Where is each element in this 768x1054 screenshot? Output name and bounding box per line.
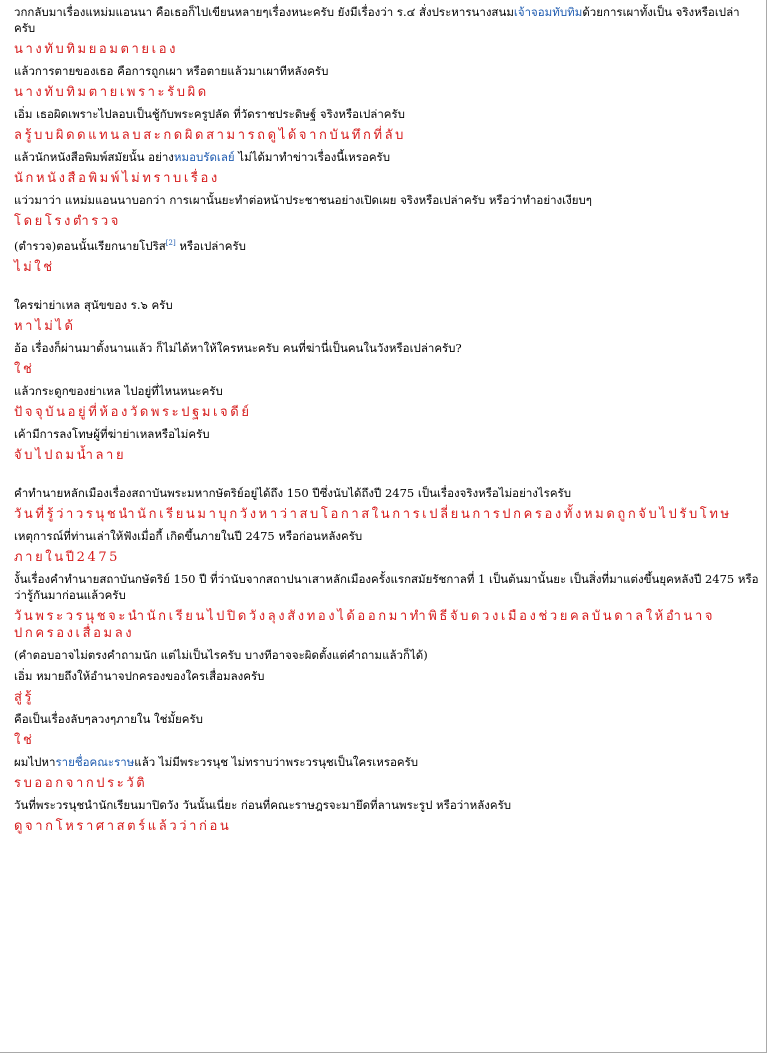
question-line <box>14 383 760 399</box>
question-line <box>14 571 760 603</box>
text-segment: ผมไปหา <box>14 754 56 769</box>
question-line <box>14 647 760 663</box>
text-segment: ลรู้บบผิดดแทนลบสะกดผิดสามารถดูได้จากบันทึกที่ลับ <box>14 128 407 143</box>
question-line <box>14 668 760 684</box>
answer-line <box>14 506 760 523</box>
text-segment: วันที่พระวรนุชนำนักเรียนมาปิดวัง วันนั้นเนี่ยะ ก่อนที่คณะราษฎรจะมายึดที่ลานพระรูป หรือว่าหลังครับ <box>14 797 512 812</box>
text-segment: หาไม่ได้ <box>14 318 76 334</box>
text-segment: ดูจากโหราศาสตร์แล้วว่าก่อน <box>14 818 232 834</box>
text-segment: นักหนังสือพิมพ์ไม่ทราบเรื่อง <box>14 171 220 186</box>
question-line <box>14 192 760 208</box>
hyperlink[interactable]: หมอบรัดเลย์ <box>173 150 235 164</box>
text-segment: หรือเปล่าครับ <box>175 238 246 253</box>
text-segment: อ้อ เรื่องก็ผ่านมาตั้งนานแล้ว ก็ไม่ได้หาให้ใครหนะครับ คนที่ฆ่านี่เป็นคนในวังหรือเปล่าครับ? <box>14 340 462 355</box>
text-segment: ใช่ <box>14 361 35 377</box>
question-line <box>14 528 760 544</box>
text-segment: แล้ว ไม่มีพระวรนุช ไม่ทราบว่าพระวรนุชเป็นใครเหรอครับ <box>134 754 419 769</box>
text-segment: (ตำรวจ)ตอนนั้นเรียกนายโปริส <box>14 238 166 253</box>
answer-line <box>14 608 760 642</box>
text-segment: เหตุการณ์ที่ท่านเล่าให้ฟังเมื่อกี้ เกิดขึ้นภายในปี 2475 หรือก่อนหลังครับ <box>14 528 363 543</box>
answer-line <box>14 818 760 835</box>
text-segment: (คำตอบอาจไม่ตรงคำถามนัก แต่ไม่เป็นไรครับ บางทีอาจจะผิดตั้งแต่คำถามแล้วก็ได้) <box>14 647 428 662</box>
answer-line <box>14 361 760 378</box>
text-segment: แล้วการตายของเธอ คือการถูกเผา หรือตายแล้วมาเผาทีหลังครับ <box>14 64 329 78</box>
text-segment: วกกลับมาเรื่องแหม่มแอนนา คือเธอก็ไปเขียนหลายๆเรื่องหนะครับ ยังมีเรื่องว่า ร.๔ สั่งประหารนางสนม <box>14 5 514 19</box>
question-line <box>14 711 760 727</box>
question-line <box>14 797 760 813</box>
text-segment: ไม่ใช่ <box>14 259 55 275</box>
answer-line <box>14 84 760 101</box>
answer-line <box>14 549 760 566</box>
paragraph-gap <box>14 469 760 485</box>
text-segment: ใครฆ่าย่าเหล สุนัขของ ร.๖ ครับ <box>14 297 173 312</box>
answer-line <box>14 732 760 749</box>
text-segment: แล้วนักหนังสือพิมพ์สมัยนั้น อย่าง <box>14 150 174 164</box>
question-line <box>14 235 760 254</box>
question-line <box>14 149 760 165</box>
text-segment: สู่รู้ <box>14 689 35 705</box>
paragraph-gap <box>14 281 760 297</box>
answer-line <box>14 689 760 706</box>
text-segment: คำทำนายหลักเมืองเรื่องสถาบันพระมหากษัตริย์อยู่ได้ถึง 150 ปีซึ่งนับได้ถึงปี 2475 เป็นเรื่องจริงหรือไม่อย่างไรครับ <box>14 485 572 500</box>
question-line <box>14 340 760 356</box>
qa-transcript <box>14 4 760 840</box>
answer-line <box>14 170 760 187</box>
question-line <box>14 297 760 313</box>
footnote-ref[interactable]: [2] <box>165 239 176 247</box>
question-line <box>14 106 760 122</box>
question-line <box>14 4 760 36</box>
text-segment: ด้วยการเผาทั้งเป็น จริงหรือเปล่าครับ <box>14 5 740 35</box>
hyperlink[interactable]: รายชื่อคณะราษ <box>55 754 135 769</box>
text-segment: โดยโรงตำรวจ <box>14 214 121 229</box>
answer-line <box>14 213 760 230</box>
answer-line <box>14 318 760 335</box>
text-segment: แว่วมาว่า แหม่มแอนนาบอกว่า การเผานั้นยะทำต่อหน้าประชาชนอย่างเปิดเผย จริงหรือเปล่าครับ หรือว่าทำอย่างเงียบๆ <box>14 193 592 207</box>
question-line <box>14 426 760 442</box>
text-segment: นางทับทิมตายเพราะรับผิด <box>14 85 209 100</box>
question-line <box>14 485 760 501</box>
text-segment: เค้ามีการลงโทษผู้ที่ฆ่าย่าเหลหรือไม่ครับ <box>14 426 210 441</box>
answer-line <box>14 259 760 276</box>
text-segment: แล้วกระดูกของย่าเหล ไปอยู่ที่ไหนหนะครับ <box>14 383 223 398</box>
text-segment: เอิ่ม เธอผิดเพราะไปลอบเป็นชู้กับพระครูปลัด ที่วัดราชประดิษฐ์ จริงหรือเปล่าครับ <box>14 107 405 121</box>
text-segment: ภายในปี2475 <box>14 549 121 565</box>
text-segment: วันที่รู้ว่าวรนุชนำนักเรียนมาบุกวังหาว่าสบโอกาสในการเปลี่ยนการปกครองทั้งหมดถูกจับไปรับโทษ <box>14 506 732 522</box>
answer-line <box>14 41 760 58</box>
text-segment: เอิ่ม หมายถึงให้อำนาจปกครองของใครเสื่อมลงครับ <box>14 668 265 683</box>
text-segment: คือเป็นเรื่องลับๆลวงๆภายใน ใช่มั้ยครับ <box>14 711 203 726</box>
text-segment: นางทับทิมยอมตายเอง <box>14 42 179 57</box>
question-line <box>14 754 760 770</box>
text-segment: วันพระวรนุชจะนำนักเรียนไปปิดวังลุงสังทองได้ออกมาทำพิธีจับดวงเมืองช่วยคลบันดาลให้อำนาจปกครองเสื่อมลง <box>14 608 716 641</box>
text-segment: ปัจจุบันอยู่ที่ห้องวัดพระปฐมเจดีย์ <box>14 404 252 420</box>
text-segment: ไม่ได้มาทำข่าวเรื่องนี้เหรอครับ <box>234 150 391 164</box>
answer-line <box>14 127 760 144</box>
text-segment: รบออกจากประวัติ <box>14 775 148 791</box>
question-line <box>14 63 760 79</box>
text-segment: งั้นเรื่องคำทำนายสถาบันกษัตริย์ 150 ปี ที่ว่านับจากสถาปนาเสาหลักเมืองครั้งแรกสมัยรัชกาลที่ 1 เป็นต้นมานั้นยะ เป็นสิ่งที่มาแต่งขึ้นยุคหลังปี 2475 หรือว่ารู้กันมาก่อนแล้วครับ <box>14 571 759 602</box>
hyperlink[interactable]: เจ้าจอมทับทิม <box>513 5 583 19</box>
text-segment: ใช่ <box>14 732 35 748</box>
answer-line <box>14 447 760 464</box>
answer-line <box>14 404 760 421</box>
answer-line <box>14 775 760 792</box>
text-segment: จับไปถมน้ำลาย <box>14 447 127 463</box>
